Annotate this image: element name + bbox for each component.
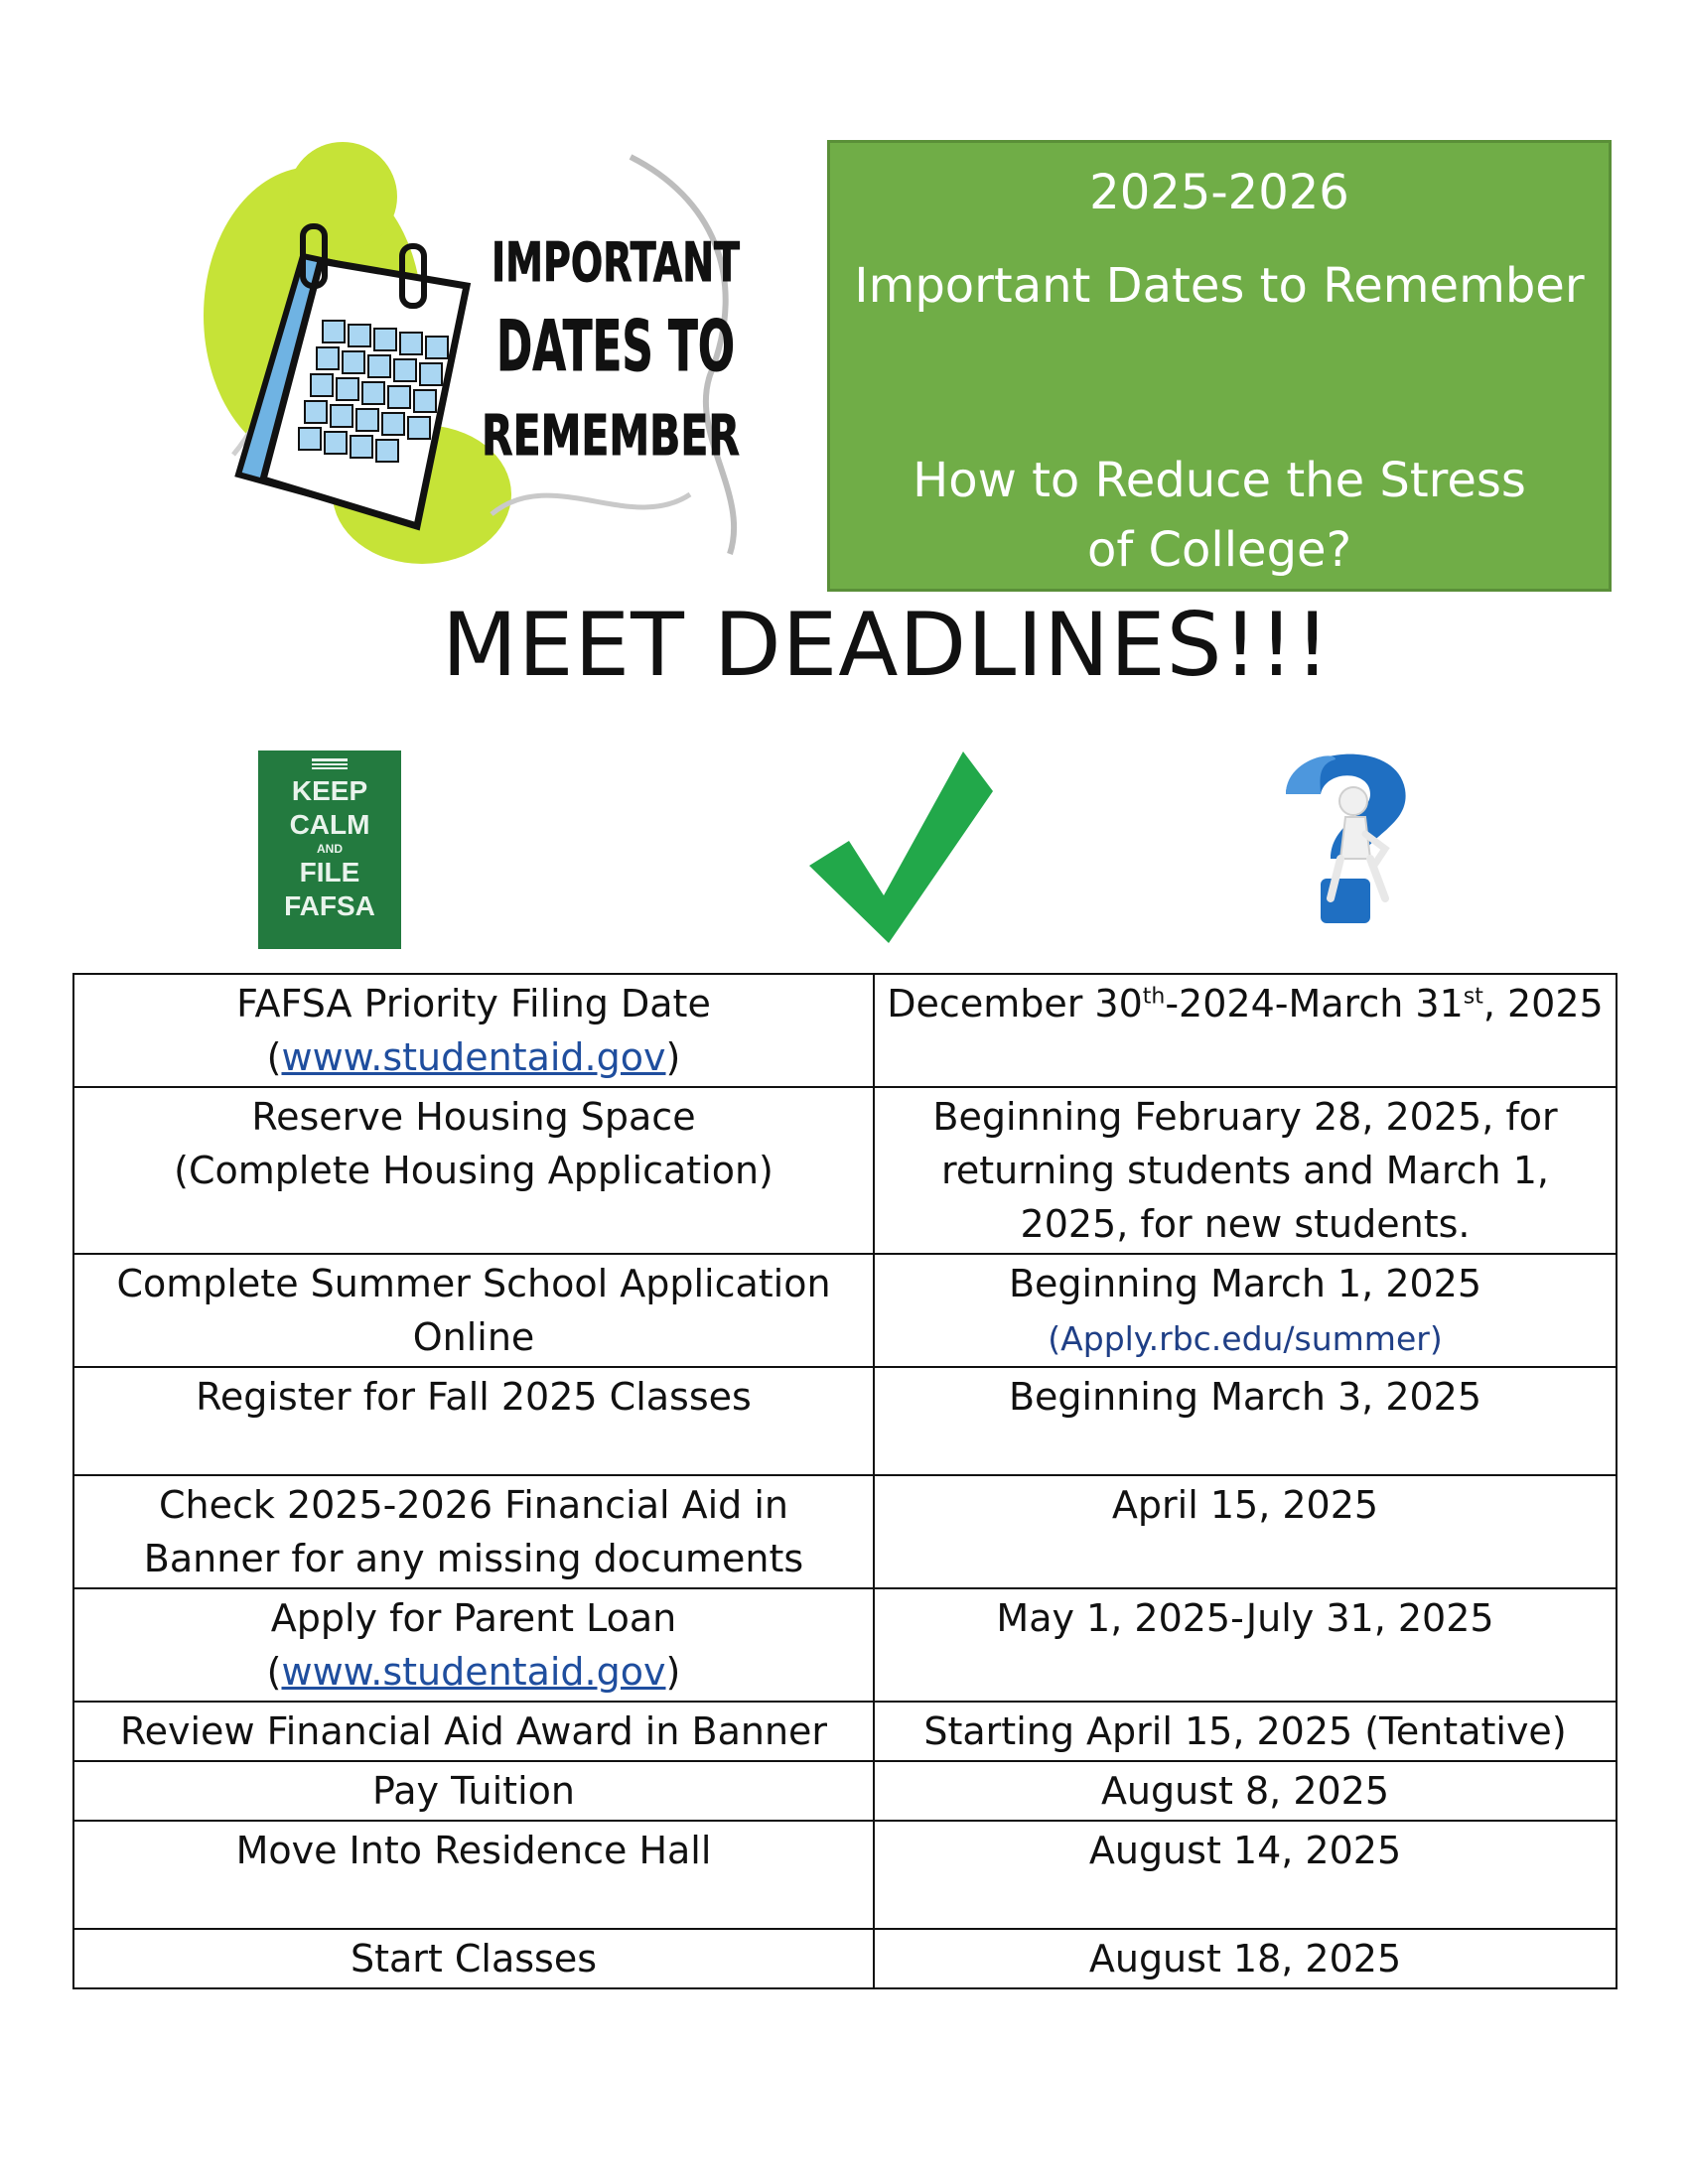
date-cell: August 14, 2025 [874, 1821, 1617, 1929]
deadlines-table [72, 973, 1618, 1989]
question-mark-figure-icon [1276, 740, 1415, 928]
logo-line-1: IMPORTANT [492, 231, 741, 294]
date-cell: Beginning March 3, 2025 [874, 1367, 1617, 1475]
logo-line-3: REMEMBER [482, 404, 740, 469]
table-row [73, 1821, 1617, 1929]
task-cell: Review Financial Aid Award in Banner [73, 1702, 874, 1761]
poster-line-1: KEEP [291, 775, 368, 806]
important-dates-logo [194, 137, 770, 576]
table-row [73, 1929, 1617, 1988]
studentaid-link[interactable]: www.studentaid.gov [281, 1650, 666, 1694]
date-cell: April 15, 2025 [874, 1475, 1617, 1588]
header-question: How to Reduce the Stress of College? [913, 453, 1526, 578]
date-cell: August 8, 2025 [874, 1761, 1617, 1821]
crown-icon [310, 756, 350, 770]
studentaid-link[interactable]: www.studentaid.gov [281, 1035, 666, 1079]
table-row [73, 1254, 1617, 1367]
table-row [73, 1702, 1617, 1761]
table-row [73, 1475, 1617, 1588]
table-row [73, 1087, 1617, 1254]
date-cell: Starting April 15, 2025 (Tentative) [874, 1702, 1617, 1761]
headline-text: MEET DEADLINES!!! [442, 594, 1332, 696]
task-cell: Complete Summer School Application Online [73, 1254, 874, 1367]
task-cell: Reserve Housing Space (Complete Housing Application) [73, 1087, 874, 1254]
table-row [73, 1761, 1617, 1821]
table-row [73, 1588, 1617, 1702]
task-cell: Register for Fall 2025 Classes [73, 1367, 874, 1475]
date-cell: May 1, 2025-July 31, 2025 [874, 1588, 1617, 1702]
table-row [73, 974, 1617, 1087]
header-box [827, 140, 1612, 592]
header-year: 2025-2026 [1089, 165, 1349, 220]
keep-calm-poster [258, 751, 401, 949]
date-cell: Beginning March 1, 2025 (Apply.rbc.edu/summer) [874, 1254, 1617, 1367]
task-cell: Check 2025-2026 Financial Aid in Banner for any missing documents [73, 1475, 874, 1588]
table-row [73, 1367, 1617, 1475]
poster-line-4: FILE [299, 857, 360, 887]
task-cell: Move Into Residence Hall [73, 1821, 874, 1929]
task-cell: Start Classes [73, 1929, 874, 1988]
summer-apply-link[interactable]: (Apply.rbc.edu/summer) [1048, 1319, 1443, 1358]
logo-line-2: DATES TO [496, 306, 735, 387]
header-title: Important Dates to Remember [854, 258, 1585, 314]
task-cell: Apply for Parent Loan (www.studentaid.gov) [73, 1588, 874, 1702]
poster-line-2: CALM [289, 809, 370, 840]
checkmark-icon [804, 747, 993, 943]
poster-line-3: AND [317, 842, 343, 856]
task-cell: Pay Tuition [73, 1761, 874, 1821]
date-cell: December 30th-2024-March 31st, 2025 [874, 974, 1617, 1087]
poster-line-5: FAFSA [284, 890, 375, 921]
date-cell: August 18, 2025 [874, 1929, 1617, 1988]
date-cell: Beginning February 28, 2025, for returning students and March 1, 2025, for new students. [874, 1087, 1617, 1254]
task-cell: FAFSA Priority Filing Date (www.studentaid.gov) [73, 974, 874, 1087]
